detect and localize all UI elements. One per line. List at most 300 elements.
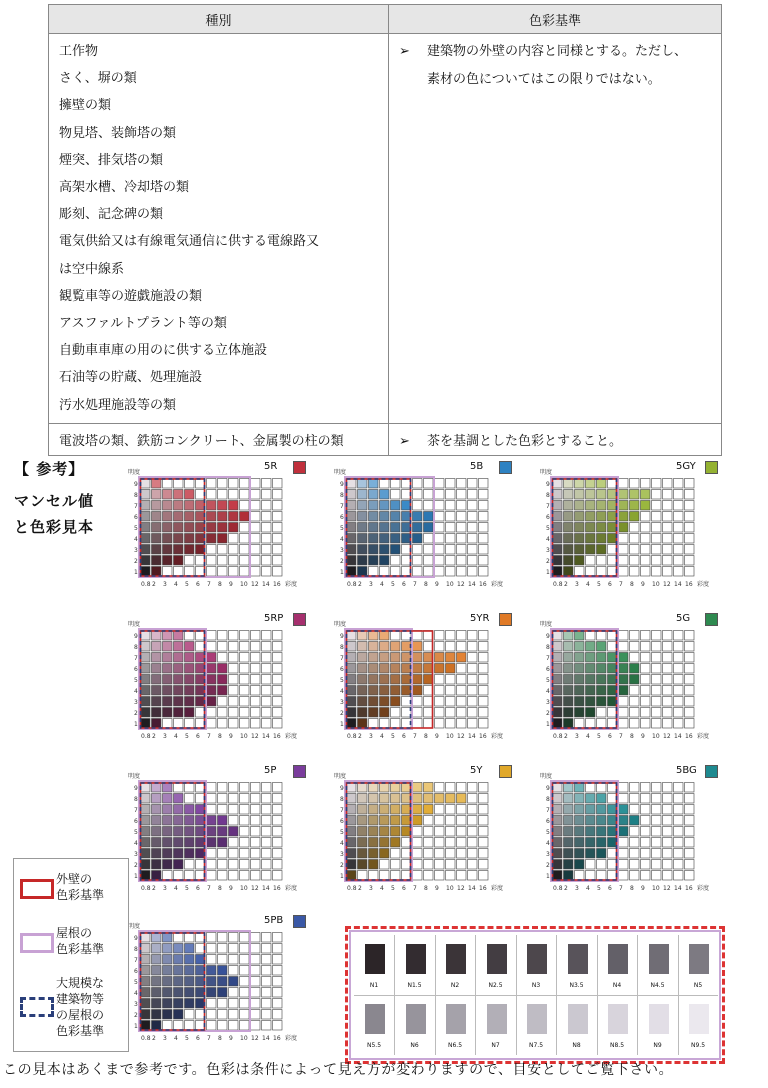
munsell-cell [435,631,445,641]
munsell-cell [479,816,489,826]
value-tick: 5 [340,829,344,836]
munsell-cell [196,838,206,848]
roof-standard-swatch [20,933,54,953]
munsell-cell [262,805,272,815]
munsell-cell [641,631,651,641]
munsell-cell [619,697,629,707]
munsell-cell [163,849,173,859]
munsell-cell [207,816,217,826]
munsell-cell [207,794,217,804]
munsell-cell [369,631,379,641]
munsell-cell [641,849,651,859]
chroma-tick: 5 [185,1035,189,1042]
neutral-label: N5.5 [366,1042,382,1049]
munsell-cell [685,686,695,696]
munsell-cell [229,933,239,943]
munsell-cell [174,944,184,954]
munsell-cell [251,545,261,555]
neutral-label: N7.5 [528,1042,544,1049]
munsell-cell [608,653,618,663]
value-tick: 6 [340,514,344,521]
chroma-tick: 0.8 [347,581,357,588]
munsell-cell [685,501,695,511]
munsell-cell [685,805,695,815]
munsell-cell [468,653,478,663]
munsell-cell [273,490,283,500]
munsell-cell [185,860,195,870]
munsell-cell [207,556,217,566]
munsell-cell [218,567,228,577]
chroma-tick: 7 [619,885,623,892]
munsell-cell [163,664,173,674]
neutral-chip [568,1004,588,1034]
munsell-cell [663,675,673,685]
munsell-cell [468,642,478,652]
munsell-cell [553,567,563,577]
munsell-cell [347,534,357,544]
chroma-tick: 10 [240,733,248,740]
munsell-cell [229,860,239,870]
munsell-cell [564,642,574,652]
munsell-cell [685,523,695,533]
munsell-cell [240,933,250,943]
munsell-cell [185,686,195,696]
value-tick: 6 [546,666,550,673]
munsell-cell [468,827,478,837]
munsell-cell [347,479,357,489]
neutral-cell [597,995,638,1055]
munsell-cell [652,675,662,685]
type-item: 自動車車庫の用のに供する立体施設 [59,343,268,359]
munsell-cell [597,838,607,848]
munsell-cell [174,988,184,998]
munsell-cell [262,871,272,881]
munsell-cell [468,697,478,707]
munsell-cell [229,653,239,663]
munsell-cell [619,534,629,544]
munsell-cell [597,631,607,641]
munsell-cell [608,871,618,881]
munsell-cell [251,860,261,870]
value-tick: 2 [340,710,344,717]
munsell-cell [185,708,195,718]
value-tick: 4 [340,840,344,847]
standard-cell [389,423,722,455]
table-row [49,423,722,455]
value-tick: 7 [340,503,344,510]
munsell-cell [619,631,629,641]
munsell-cell [674,490,684,500]
munsell-cell [251,805,261,815]
munsell-cell [619,794,629,804]
munsell-cell [663,534,673,544]
neutral-cell [638,935,679,996]
munsell-cell [347,512,357,522]
munsell-cell [413,631,423,641]
munsell-cell [652,534,662,544]
munsell-cell [196,966,206,976]
munsell-cell [196,977,206,987]
munsell-cell [229,838,239,848]
munsell-cell [391,567,401,577]
munsell-cell [380,805,390,815]
munsell-cell [586,523,596,533]
chroma-tick: 3 [369,581,373,588]
munsell-cell [380,512,390,522]
axis-label-value: 明度 [128,923,141,930]
munsell-cell [619,871,629,881]
chroma-tick: 2 [152,581,156,588]
munsell-cell [229,567,239,577]
munsell-cell [402,512,412,522]
munsell-cell [380,501,390,511]
munsell-cell [435,545,445,555]
munsell-cell [185,871,195,881]
munsell-cell [575,545,585,555]
munsell-cell [152,871,162,881]
munsell-cell [663,501,673,511]
munsell-cell [597,719,607,729]
munsell-cell [608,708,618,718]
munsell-cell [174,977,184,987]
munsell-cell [152,534,162,544]
munsell-cell [229,631,239,641]
munsell-cell [174,805,184,815]
munsell-cell [196,653,206,663]
munsell-cell [597,871,607,881]
chroma-tick: 6 [608,885,612,892]
munsell-cell [479,697,489,707]
munsell-cell [575,697,585,707]
munsell-cell [347,794,357,804]
bullet-arrow-icon: ➢ [399,44,410,59]
value-tick: 1 [546,873,550,880]
munsell-cell [564,631,574,641]
value-tick: 5 [134,829,138,836]
munsell-cell [163,567,173,577]
munsell-cell [369,708,379,718]
munsell-cell [196,783,206,793]
munsell-cell [468,849,478,859]
munsell-cell [152,545,162,555]
munsell-cell [196,860,206,870]
munsell-cell [619,860,629,870]
munsell-cell [185,567,195,577]
munsell-cell [185,556,195,566]
munsell-cell [196,664,206,674]
value-tick: 3 [134,547,138,554]
value-tick: 5 [340,525,344,532]
munsell-cell [608,501,618,511]
chroma-tick: 14 [674,733,682,740]
munsell-cell [207,999,217,1009]
munsell-cell [586,827,596,837]
munsell-cell [251,933,261,943]
munsell-cell [597,523,607,533]
value-tick: 5 [546,677,550,684]
chroma-tick: 0.8 [347,733,357,740]
munsell-cell [553,827,563,837]
chroma-tick: 9 [229,581,233,588]
munsell-cell [174,653,184,663]
munsell-cell [196,534,206,544]
munsell-cell [174,999,184,1009]
munsell-cell [424,849,434,859]
chroma-tick: 16 [685,885,693,892]
munsell-cell [273,849,283,859]
value-tick: 3 [340,699,344,706]
munsell-cell [163,805,173,815]
munsell-cell [608,523,618,533]
chroma-tick: 12 [457,733,465,740]
munsell-cell [273,556,283,566]
munsell-cell [652,664,662,674]
munsell-cell [207,719,217,729]
munsell-cell [152,479,162,489]
munsell-cell [152,512,162,522]
munsell-cell [553,556,563,566]
munsell-cell [435,708,445,718]
munsell-cell [413,719,423,729]
munsell-cell [207,653,217,663]
munsell-cell [369,642,379,652]
hue-swatch [705,613,718,626]
munsell-cell [196,686,206,696]
munsell-cell [251,653,261,663]
munsell-cell [586,642,596,652]
munsell-cell [380,523,390,533]
munsell-cell [174,545,184,555]
munsell-cell [674,653,684,663]
value-tick: 8 [340,796,344,803]
munsell-cell [402,686,412,696]
munsell-cell [141,838,151,848]
hue-label: 5BG [676,765,697,776]
munsell-cell [240,479,250,489]
munsell-cell [608,794,618,804]
munsell-cell [262,860,272,870]
munsell-cell [630,783,640,793]
munsell-cell [262,642,272,652]
munsell-cell [369,805,379,815]
munsell-cell [564,708,574,718]
munsell-cell [391,653,401,663]
munsell-cell [457,697,467,707]
munsell-cell [141,697,151,707]
munsell-chart-5B [334,458,514,608]
munsell-cell [685,827,695,837]
munsell-cell [218,556,228,566]
munsell-cell [553,783,563,793]
munsell-cell [435,501,445,511]
munsell-cell [141,686,151,696]
munsell-cell [240,523,250,533]
munsell-cell [564,816,574,826]
neutral-cell [678,935,718,996]
munsell-cell [218,534,228,544]
munsell-cell [391,534,401,544]
type-item: は空中線系 [59,261,125,277]
munsell-cell [358,545,368,555]
munsell-cell [185,805,195,815]
chroma-tick: 6 [196,885,200,892]
munsell-cell [619,816,629,826]
munsell-cell [608,631,618,641]
munsell-cell [152,631,162,641]
axis-label-value: 明度 [334,469,347,476]
munsell-cell [575,827,585,837]
munsell-cell [663,794,673,804]
munsell-cell [369,534,379,544]
munsell-cell [402,479,412,489]
munsell-cell [273,944,283,954]
chroma-tick: 7 [207,885,211,892]
munsell-cell [424,816,434,826]
munsell-cell [553,708,563,718]
munsell-cell [163,1010,173,1020]
munsell-cell [163,783,173,793]
munsell-cell [391,838,401,848]
munsell-cell [141,512,151,522]
munsell-cell [575,675,585,685]
chroma-tick: 8 [630,581,634,588]
munsell-cell [380,697,390,707]
value-tick: 9 [546,481,550,488]
munsell-cell [413,794,423,804]
munsell-cell [152,664,162,674]
munsell-cell [240,977,250,987]
munsell-cell [380,816,390,826]
value-tick: 2 [546,862,550,869]
munsell-cell [218,686,228,696]
munsell-cell [674,534,684,544]
munsell-cell [196,988,206,998]
munsell-cell [369,719,379,729]
munsell-cell [402,534,412,544]
munsell-cell [207,1010,217,1020]
chroma-tick: 9 [229,1035,233,1042]
munsell-cell [218,827,228,837]
munsell-cell [435,686,445,696]
chroma-tick: 12 [251,1035,259,1042]
munsell-cell [218,944,228,954]
value-tick: 4 [134,840,138,847]
munsell-cell [273,816,283,826]
hue-label: 5GY [676,461,696,472]
reference-title: 【 参考】 [14,460,85,478]
munsell-cell [435,697,445,707]
neutral-label: N4 [612,982,622,989]
neutral-label: N1.5 [407,982,422,989]
munsell-cell [564,501,574,511]
munsell-cell [380,686,390,696]
value-tick: 9 [134,935,138,942]
munsell-cell [207,479,217,489]
legend-label: 屋根の [56,926,93,940]
header-type: 種別 [49,5,389,34]
munsell-cell [597,664,607,674]
chroma-tick: 5 [597,733,601,740]
munsell-cell [196,512,206,522]
munsell-cell [413,860,423,870]
munsell-cell [207,838,217,848]
munsell-cell [174,567,184,577]
munsell-cell [347,871,357,881]
value-tick: 8 [546,796,550,803]
chroma-tick: 12 [251,581,259,588]
munsell-cell [564,512,574,522]
munsell-cell [413,534,423,544]
munsell-cell [251,794,261,804]
color-standard-table [48,4,722,456]
munsell-cell [163,999,173,1009]
munsell-cell [630,664,640,674]
munsell-cell [218,838,228,848]
munsell-cell [391,490,401,500]
munsell-cell [347,545,357,555]
neutral-chip [406,944,426,974]
chroma-tick: 9 [435,581,439,588]
munsell-cell [262,719,272,729]
value-tick: 1 [546,569,550,576]
munsell-cell [273,1010,283,1020]
munsell-cell [391,523,401,533]
munsell-cell [630,479,640,489]
munsell-cell [262,944,272,954]
legend [13,858,129,1052]
munsell-cell [358,686,368,696]
chroma-tick: 12 [251,733,259,740]
munsell-cell [413,556,423,566]
munsell-cell [141,999,151,1009]
munsell-cell [358,501,368,511]
munsell-cell [185,849,195,859]
munsell-cell [619,567,629,577]
munsell-cell [663,719,673,729]
munsell-cell [251,675,261,685]
munsell-cell [185,664,195,674]
munsell-cell [218,805,228,815]
munsell-cell [196,871,206,881]
munsell-cell [468,708,478,718]
neutral-label: N2.5 [488,982,503,989]
munsell-cell [380,675,390,685]
munsell-cell [273,534,283,544]
munsell-cell [575,860,585,870]
munsell-cell [380,653,390,663]
munsell-cell [630,675,640,685]
munsell-cell [273,642,283,652]
munsell-cell [185,977,195,987]
munsell-cell [152,708,162,718]
munsell-cell [468,838,478,848]
munsell-cell [586,653,596,663]
munsell-cell [446,871,456,881]
chroma-tick: 10 [240,1035,248,1042]
axis-label-value: 明度 [128,469,141,476]
munsell-cell [674,545,684,555]
chroma-tick: 2 [152,1035,156,1042]
munsell-cell [424,512,434,522]
value-tick: 2 [546,710,550,717]
chroma-tick: 5 [597,581,601,588]
munsell-cell [564,794,574,804]
munsell-cell [240,988,250,998]
munsell-cell [663,816,673,826]
munsell-cell [402,838,412,848]
munsell-cell [174,838,184,848]
munsell-cell [218,999,228,1009]
